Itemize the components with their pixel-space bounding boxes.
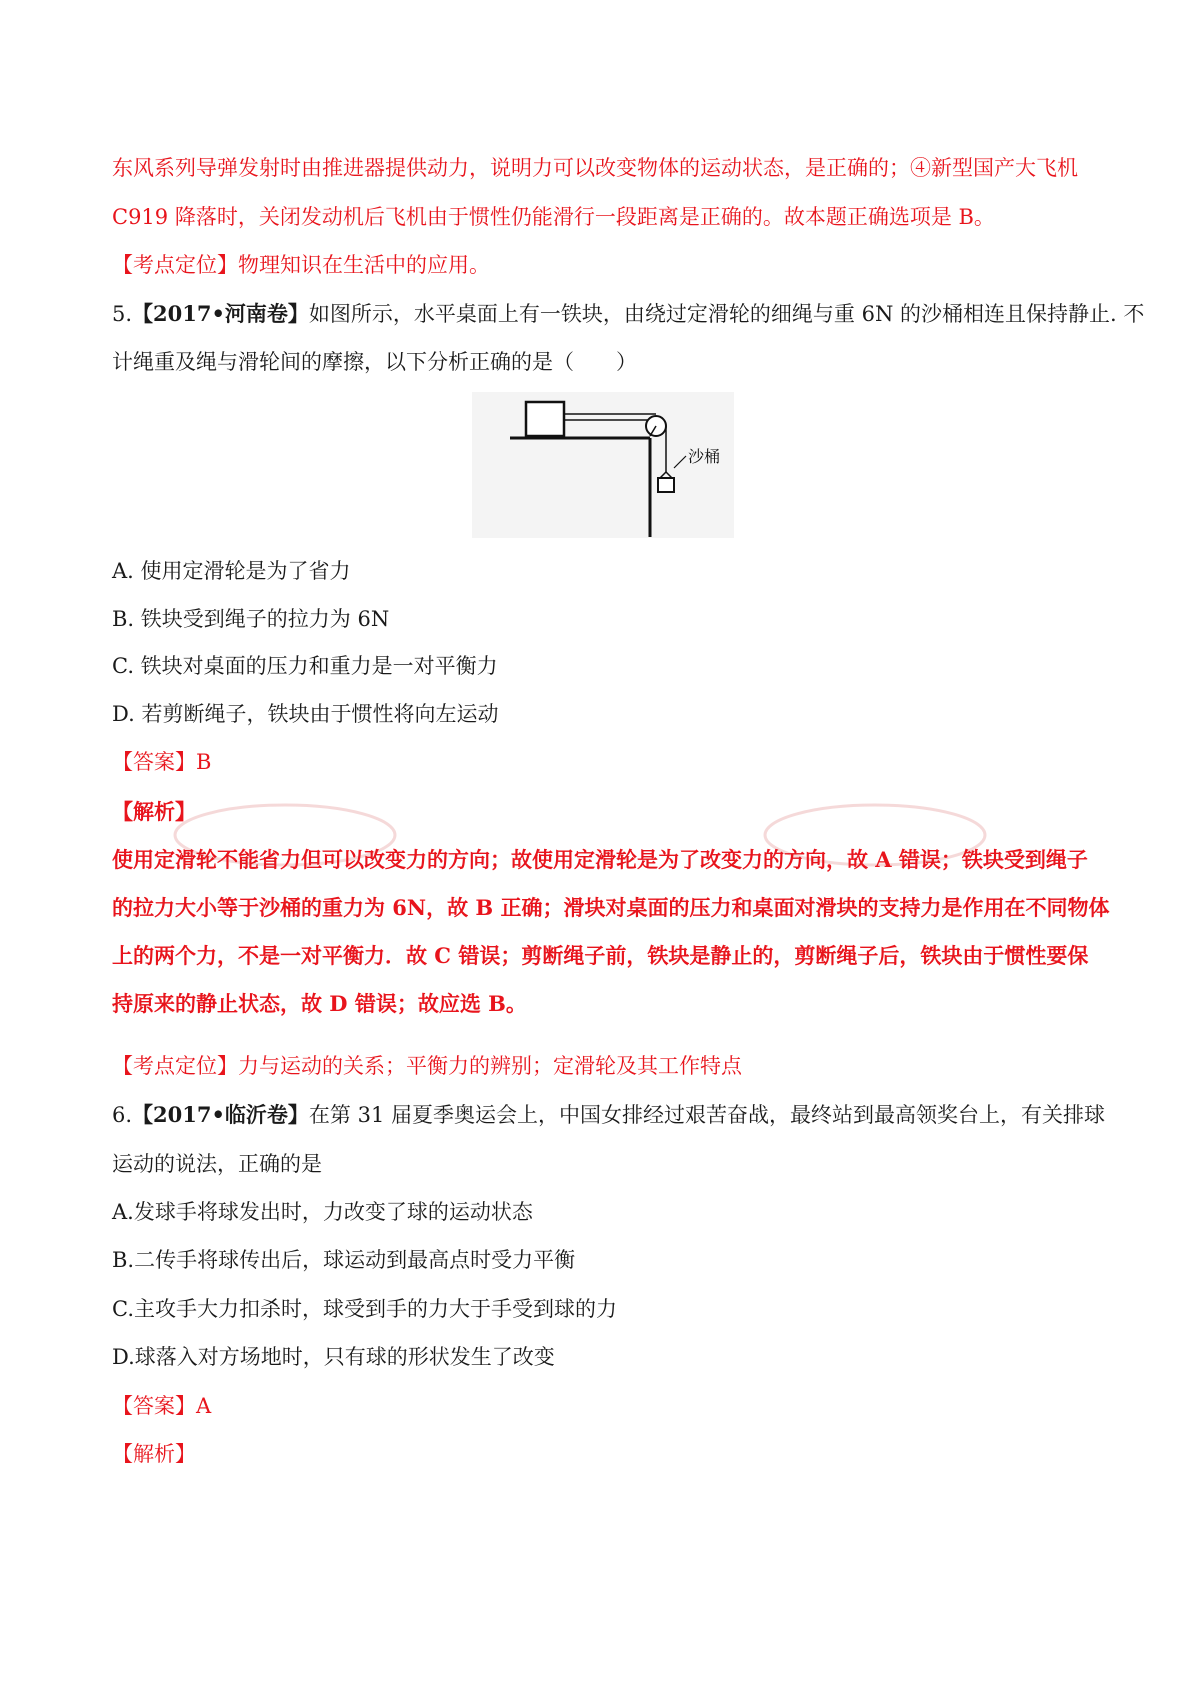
kaodian-text: 力与运动的关系；平衡力的辨别；定滑轮及其工作特点 (238, 1054, 742, 1078)
q5-figure (472, 392, 734, 538)
kaodian-label: 【考点定位】 (112, 1054, 238, 1078)
q5-option-a: A. 使用定滑轮是为了省力 (112, 559, 351, 583)
iron-block (526, 402, 564, 436)
kaodian-label: 【考点定位】 (112, 253, 238, 277)
q6-option-c: C.主攻手大力扣杀时，球受到手的力大于手受到球的力 (112, 1297, 617, 1321)
q6-option-a: A.发球手将球发出时，力改变了球的运动状态 (112, 1200, 533, 1224)
q5-analysis-line1: 使用定滑轮不能省力但可以改变力的方向；故使用定滑轮是为了改变力的方向，故 A 错误；铁块受到绳子 (112, 847, 1088, 872)
answer-label: 【答案】 (112, 750, 196, 774)
q6-stem-text: 在第 31 届夏季奥运会上，中国女排经过艰苦奋战，最终站到最高领奖台上，有关排球 (308, 1103, 1105, 1127)
kaodian-text: 物理知识在生活中的应用。 (238, 253, 490, 277)
q6-answer (112, 1392, 211, 1420)
q5-option-c: C. 铁块对桌面的压力和重力是一对平衡力 (112, 654, 498, 678)
q5-kaodian (112, 1052, 742, 1080)
pulley-diagram (472, 392, 734, 538)
bucket-label: 沙桶 (688, 447, 721, 466)
prev-explanation-line1: 东风系列导弹发射时由推进器提供动力，说明力可以改变物体的运动状态，是正确的；④新型国产大飞机 (112, 156, 1078, 180)
q5-stem-text: 如图所示，水平桌面上有一铁块，由绕过定滑轮的细绳与重 6N 的沙桶相连且保持静止. 不 (308, 302, 1145, 326)
prev-explanation-line2: C919 降落时，关闭发动机后飞机由于惯性仍能滑行一段距离是正确的。故本题正确选项是 B。 (112, 205, 995, 229)
q6-stem-line1 (112, 1101, 1105, 1129)
q5-option-b: B. 铁块受到绳子的拉力为 6N (112, 607, 390, 631)
q5-stem-line1 (112, 300, 1144, 328)
q5-option-d: D. 若剪断绳子，铁块由于惯性将向左运动 (112, 702, 499, 726)
q6-number: 6. (112, 1103, 133, 1127)
answer-value: A (196, 1394, 212, 1418)
q5-analysis-label: 【解析】 (112, 799, 196, 824)
q6-option-d: D.球落入对方场地时，只有球的形状发生了改变 (112, 1345, 555, 1369)
q5-analysis-line2: 的拉力大小等于沙桶的重力为 6N，故 B 正确；滑块对桌面的压力和桌面对滑块的支持力是作用在不同物体 (112, 895, 1110, 920)
q6-option-b: B.二传手将球传出后，球运动到最高点时受力平衡 (112, 1248, 576, 1272)
answer-value: B (196, 750, 212, 774)
q6-stem-line2: 运动的说法，正确的是 (112, 1152, 322, 1176)
q5-number: 5. (112, 302, 133, 326)
q5-analysis-line3: 上的两个力，不是一对平衡力．故 C 错误；剪断绳子前，铁块是静止的，剪断绳子后，铁块由于惯性要保 (112, 943, 1089, 968)
prev-kaodian (112, 251, 490, 279)
q5-stem-line2: 计绳重及绳与滑轮间的摩擦，以下分析正确的是（ ） (112, 350, 637, 374)
q5-answer (112, 748, 211, 776)
q5-analysis-line4: 持原来的静止状态，故 D 错误；故应选 B。 (112, 991, 527, 1016)
q5-source: 【2017•河南卷】 (132, 301, 309, 326)
answer-label: 【答案】 (112, 1394, 196, 1418)
sand-bucket (658, 478, 674, 492)
q6-analysis-label: 【解析】 (112, 1442, 196, 1466)
q6-source: 【2017•临沂卷】 (132, 1102, 309, 1127)
